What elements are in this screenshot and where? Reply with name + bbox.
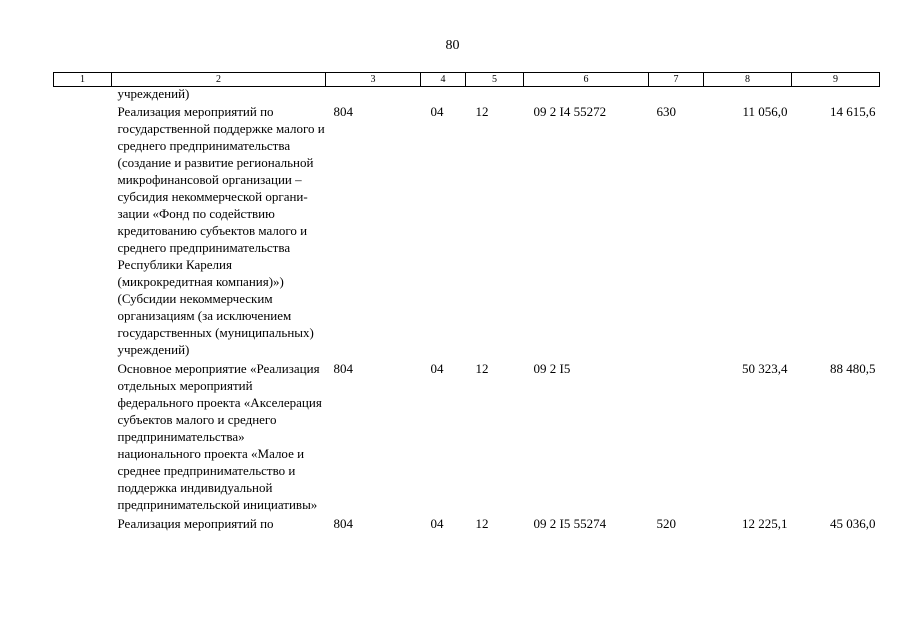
row-col-5: 12: [475, 516, 489, 531]
row-col-9: 45 036,0: [830, 516, 876, 531]
row-col-5: 12: [475, 104, 489, 119]
row-description: Реализация мероприятий по государственной поддержке малого и среднего предпринимательства (создание и развитие региональной микрофинансовой организации – субсидия некоммерческой организации «Фонд по содействию кредитованию субъектов малого и среднего предпринимательства Республики Карелия (микрокредитная компания)») (Субсидии некоммерческим организациям (за исключением государственных (муниципальных) учреждений): [117, 104, 325, 357]
page-number: 80: [445, 38, 460, 53]
row-col-7: [649, 358, 704, 513]
row-col-4: 04: [430, 361, 444, 376]
row-col-9: 14 615,6: [830, 104, 876, 119]
continuation-row: [54, 87, 880, 102]
column-header-2: 2: [112, 73, 326, 87]
column-header-8: 8: [704, 73, 792, 87]
row-col-7: 630: [656, 104, 676, 119]
column-header-7: 7: [649, 73, 704, 87]
row-col-3: 804: [333, 104, 353, 119]
row-col-3: 804: [333, 361, 353, 376]
row-col-7: 520: [656, 516, 676, 531]
row-col-8: 50 323,4: [742, 361, 788, 376]
row-col-4: 04: [430, 104, 444, 119]
row-col-4: 04: [430, 516, 444, 531]
budget-table: [53, 72, 880, 532]
column-header-4: 4: [421, 73, 466, 87]
column-header-1: 1: [54, 73, 112, 87]
table-row: [54, 101, 880, 358]
row-description: Реализация мероприятий по: [117, 516, 274, 531]
row-col-9: 88 480,5: [830, 361, 876, 376]
row-col-6: 09 2 I5: [533, 361, 571, 376]
row-col-6: 09 2 I4 55272: [533, 104, 607, 119]
column-header-9: 9: [792, 73, 880, 87]
column-header-6: 6: [524, 73, 649, 87]
row-col-3: 804: [333, 516, 353, 531]
row-col-5: 12: [475, 361, 489, 376]
column-header-row: [54, 73, 880, 87]
continuation-text: учреждений): [117, 86, 190, 101]
table-row: [54, 358, 880, 513]
row-col-8: 11 056,0: [742, 104, 788, 119]
table-row: [54, 513, 880, 532]
column-header-5: 5: [466, 73, 524, 87]
row-col-8: 12 225,1: [742, 516, 788, 531]
row-description: Основное мероприятие «Реализация отдельных мероприятий федерального проекта «Акселерация субъектов малого и среднего предпринимательства» национального проекта «Малое и среднее предпринимательство и поддержка индивидуальной предпринимательской инициативы»: [117, 361, 322, 512]
row-col-6: 09 2 I5 55274: [533, 516, 607, 531]
column-header-3: 3: [326, 73, 421, 87]
